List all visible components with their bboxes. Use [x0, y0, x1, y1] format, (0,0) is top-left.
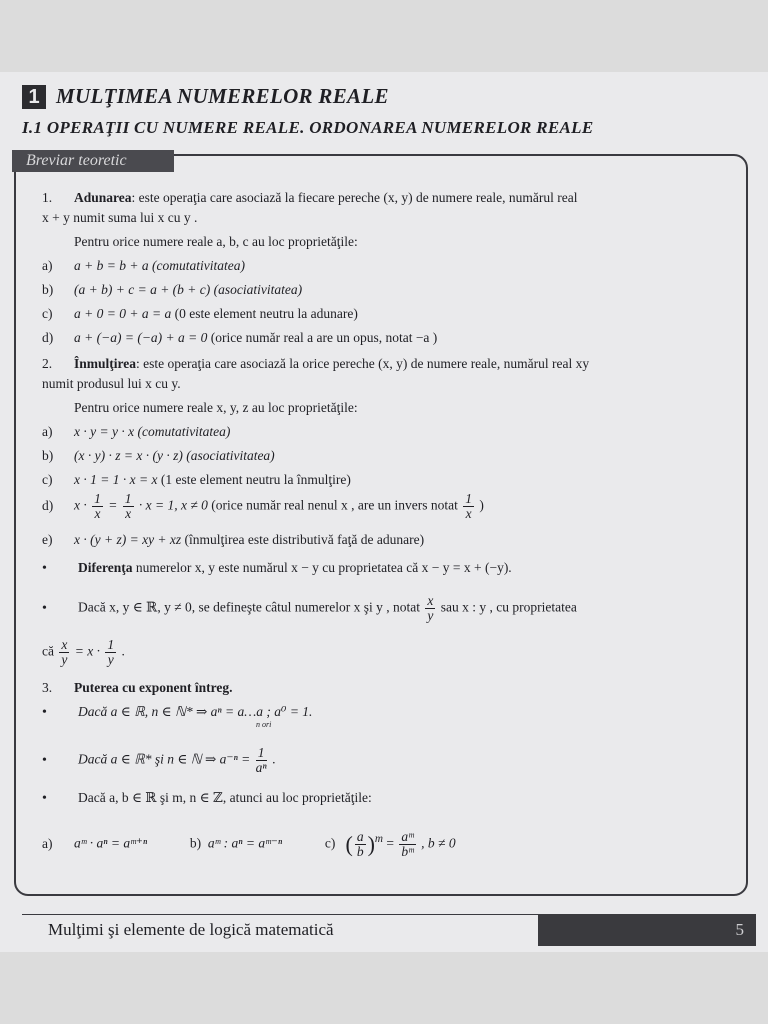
adunare-prop-b: b) (a + b) + c = a + (b + c) (asociativitatea) [42, 282, 303, 297]
adunare-props-intro: Pentru orice numere reale a, b, c au loc proprietăţile: [74, 234, 358, 249]
adunare-definition: 1. Adunarea: este operaţia care asociază la fiecare pereche (x, y) de numere reale, numărul real [42, 190, 578, 205]
bullet-icon: • [42, 561, 47, 576]
bullet-icon: • [42, 600, 47, 616]
adunare-prop-d: d) a + (−a) = (−a) + a = 0 (orice număr real a are un opus, notat −a ) [42, 330, 438, 345]
fraction: $\frac{1}{x}$ [94, 491, 101, 521]
bullet-icon: • [42, 705, 47, 720]
section-title: I.1 OPERAŢII CU NUMERE REALE. ORDONAREA NUMERELOR REALE [22, 118, 594, 137]
putere-rules: a) aᵐ · aⁿ = aᵐ⁺ⁿ b) aᵐ : aⁿ = aᵐ⁻ⁿ c) ( $\frac{a}{b}$ )$^m$ = $\frac{\text{aᵐ}}{\text{bᵐ}}$ , b ≠ 0 [42, 829, 456, 859]
bullet-icon: • [42, 791, 47, 806]
footer-title: Mulţimi şi elemente de logică matematică [48, 920, 334, 939]
diferenta-bullet: • Diferenţa numerelor x, y este numărul x − y cu proprietatea că x − y = x + (−y). [42, 560, 512, 576]
inmultire-prop-b: b) (x · y) · z = x · (y · z) (asociativitatea) [42, 448, 275, 463]
chapter-number: 1 [22, 85, 46, 109]
putere-heading: 3. Puterea cu exponent întreg. [42, 680, 233, 695]
adunare-definition-cont: x + y numit suma lui x cu y . [42, 210, 198, 225]
fraction: $\frac{1}{x}$ [124, 491, 132, 521]
fraction: $\frac{1}{\text{aⁿ}}$ [255, 745, 267, 775]
adunare-term: Adunarea [74, 190, 132, 205]
inmultire-prop-e: e) x · (y + z) = xy + xz (înmulţirea este distributivă faţă de adunare) [42, 532, 425, 547]
inmultire-definition: 2. Înmulţirea: este operaţia care asociază la orice pereche (x, y) de numere reale, numărul real xy [42, 356, 590, 371]
fraction: $\frac{x}{y}$ [427, 593, 434, 623]
inmultire-prop-a: a) x · y = y · x (comutativitatea) [42, 424, 231, 439]
inmultire-term: Înmulţirea [74, 356, 137, 371]
inmultire-prop-c: c) x · 1 = 1 · x = x (1 este element neutru la înmulţire) [42, 472, 351, 487]
fraction: $\frac{1}{y}$ [107, 637, 115, 667]
fraction: $\frac{1}{x}$ [465, 491, 473, 521]
putere-bullet-3: • Dacă a, b ∈ ℝ şi m, n ∈ ℤ, atunci au loc proprietăţile: [42, 790, 372, 806]
inmultire-props-intro: Pentru orice numere reale x, y, z au loc proprietăţile: [74, 400, 358, 415]
adunare-prop-a: a) a + b = b + a (comutativitatea) [42, 258, 245, 273]
breviar-label: Breviar teoretic [12, 150, 174, 172]
page-number: 5 [735, 920, 744, 939]
cat-property: că $\frac{x}{y}$ = x · $\frac{1}{y}$ . [42, 637, 125, 667]
putere-bullet-2: • Dacă a ∈ ℝ* şi n ∈ ℕ ⇒ a⁻ⁿ = $\frac{1}{\text{aⁿ}}$ . [42, 745, 276, 775]
fraction: $\frac{x}{y}$ [61, 637, 68, 667]
inmultire-prop-d: d) x · $\frac{1}{x}$ = $\frac{1}{x}$ · x = 1, x ≠ 0 (orice număr real nenul x , are un invers notat $\frac{1}{x}$ ) [42, 491, 484, 521]
fraction: $\frac{a}{b}$ [356, 829, 364, 859]
putere-bullet-1: • Dacă a ∈ ℝ, n ∈ ℕ* ⇒ aⁿ = a…a ; a⁰ = 1. n ori [42, 704, 313, 729]
adunare-prop-c: c) a + 0 = 0 + a = a (0 este element neutru la adunare) [42, 306, 358, 321]
bullet-icon: • [42, 752, 47, 768]
fraction: $\frac{\text{aᵐ}}{\text{bᵐ}}$ [401, 829, 414, 859]
n-ori-subscript: n ori [256, 720, 272, 729]
inmultire-definition-cont: numit produsul lui x cu y. [42, 376, 181, 391]
book-page [0, 72, 768, 952]
chapter-heading [22, 84, 389, 109]
chapter-title: MULŢIMEA NUMERELOR REALE [56, 84, 389, 108]
footer-bar [538, 914, 756, 946]
cat-bullet: • Dacă x, y ∈ ℝ, y ≠ 0, se defineşte câtul numerelor x şi y , notat $\frac{x}{y}$ sau x : y , cu proprietatea [42, 593, 577, 623]
